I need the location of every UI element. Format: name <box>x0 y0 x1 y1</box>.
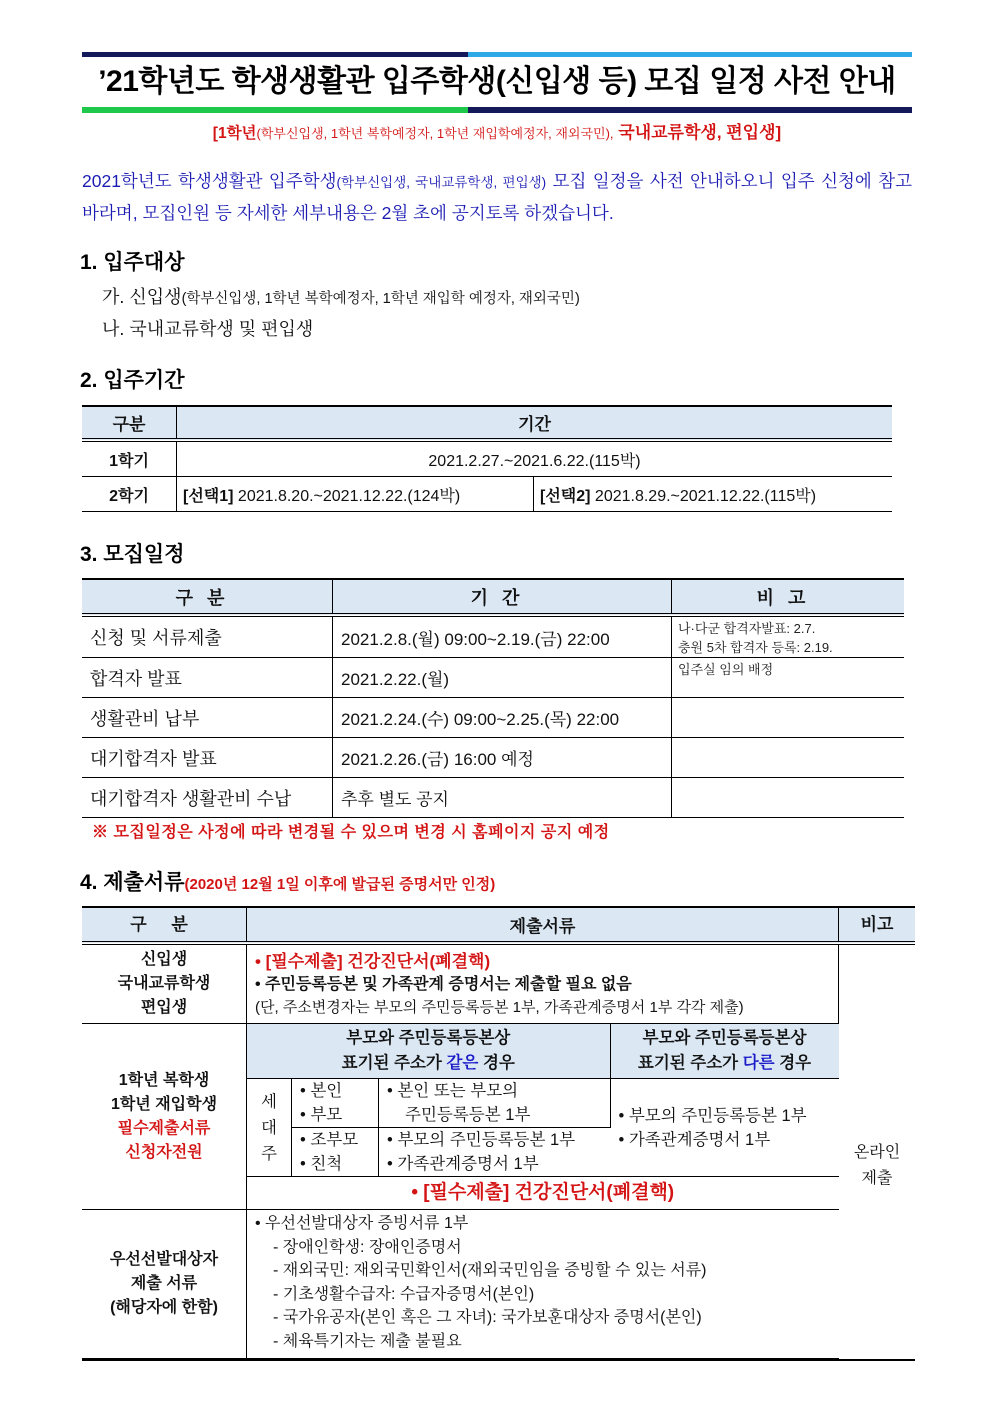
item-cell: 대기합격자 생활관비 수납 <box>82 778 333 818</box>
category-line: 제출 서류 <box>130 1274 198 1292</box>
what-line: • 부모의 주민등록등본 1부 <box>387 1131 576 1149</box>
header-line <box>247 1051 610 1076</box>
residence-period-table <box>82 405 892 512</box>
option2-cell <box>534 477 893 512</box>
item-cell: 신청 및 서류제출 <box>82 615 333 658</box>
header-line: 부모와 주민등록등본상 <box>642 1029 807 1047</box>
what-line: • 본인 또는 부모의 <box>387 1082 519 1100</box>
table-row <box>247 1079 839 1128</box>
period-cell: 2021.2.22.(월) <box>333 658 672 698</box>
item-detail: (학부신입생, 1학년 복학예정자, 1학년 재입학 예정자, 재외국민) <box>181 291 580 307</box>
item-cell: 대기합격자 발표 <box>82 738 333 778</box>
period-cell: 2021.2.24.(수) 09:00~2.25.(목) 22:00 <box>333 698 672 738</box>
option-label: [선택2] <box>540 487 591 505</box>
section1-item <box>102 315 313 341</box>
item-cell: 생활관비 납부 <box>82 698 333 738</box>
table-header-row <box>82 907 915 943</box>
documents-cell <box>247 943 839 1024</box>
subheader-row <box>247 1024 839 1079</box>
item-label: 가. 신입생 <box>102 287 182 307</box>
remark-line: 온라인 <box>853 1143 901 1161</box>
remark-line: 제출 <box>861 1169 893 1187</box>
docs-line: • 우선선발대상자 증빙서류 1부 <box>255 1215 469 1232</box>
table-header-row <box>82 579 904 615</box>
section4-heading <box>80 866 495 896</box>
documents-cell <box>247 1210 839 1359</box>
table-header-row <box>82 406 892 440</box>
category-line: 1학년 재입학생 <box>110 1095 218 1113</box>
intro-paragraph <box>82 166 912 229</box>
remark-line: 나·다군 합격자발표: 2.7. <box>678 621 816 636</box>
col-header: 구 분 <box>82 907 247 943</box>
remark-cell <box>839 943 916 1358</box>
subtitle-open: [1학년 <box>212 125 257 142</box>
item-cell: 합격자 발표 <box>82 658 333 698</box>
category-cell <box>82 1024 247 1210</box>
diff-line: • 부모의 주민등록등본 1부 <box>618 1106 807 1125</box>
col-header: 구분 <box>82 406 177 440</box>
category-line: 필수제출서류 <box>117 1119 211 1137</box>
period-cell: 2021.2.27.~2021.6.22.(115박) <box>177 440 893 477</box>
docs-subline: - 장애인학생: 장애인증명서 <box>273 1238 462 1256</box>
option1-cell <box>177 477 534 512</box>
intro-text: 2021학년도 학생생활관 입주학생 <box>82 171 337 191</box>
col-header: 구분 <box>82 579 333 615</box>
table-row <box>82 738 904 778</box>
who-cell <box>292 1079 379 1128</box>
schedule-change-warning: ※ 모집일정은 사정에 따라 변경될 수 있으며 변경 시 홈페이지 공지 예정 <box>92 824 610 841</box>
what-cell <box>379 1128 611 1177</box>
table-row <box>82 778 904 818</box>
table-bottom-rule <box>82 1358 915 1360</box>
heading-note: (2020년 12월 1일 이후에 발급된 증명서만 인정) <box>184 876 496 893</box>
item-label: 나. 국내교류학생 및 편입생 <box>102 319 314 339</box>
period-cell: 2021.2.26.(금) 16:00 예정 <box>333 738 672 778</box>
what-line: 주민등록등본 1부 <box>405 1106 531 1124</box>
what-cell <box>379 1079 611 1128</box>
table-row <box>247 1177 839 1210</box>
address-case-table <box>247 1024 839 1209</box>
period-cell: 2021.2.8.(월) 09:00~2.19.(금) 22:00 <box>333 615 672 658</box>
householder-cell <box>247 1079 292 1177</box>
category-line: 우선선발대상자 <box>109 1250 219 1268</box>
header-text: 경우 <box>774 1054 812 1072</box>
col-header: 비고 <box>672 579 905 615</box>
intro-text-small: (학부신입생, 국내교류학생, 편입생) <box>336 175 547 190</box>
title-top-rule <box>82 52 912 57</box>
table-row <box>82 658 904 698</box>
category-line: 국내교류학생 <box>117 975 211 992</box>
who-line: • 친척 <box>300 1155 343 1173</box>
docs-line: (단, 주소변경자는 부모의 주민등록등본 1부, 가족관계증명서 1부 각각 제출) <box>255 998 744 1016</box>
heading-text: 4. 제출서류 <box>80 871 185 894</box>
docs-subline: - 체육특기자는 제출 불필요 <box>273 1332 462 1350</box>
table-row <box>82 440 892 477</box>
header-text: 표기된 주소가 <box>637 1054 743 1072</box>
category-cell <box>82 943 247 1024</box>
remark-cell <box>672 778 905 818</box>
category-line: 편입생 <box>140 999 188 1016</box>
subtitle-rest: 국내교류학생, 편입생] <box>613 123 782 142</box>
category-line: 신입생 <box>140 951 188 968</box>
recruitment-schedule-table <box>82 578 904 818</box>
section3-heading: 3. 모집일정 <box>80 543 185 566</box>
same-address-header <box>247 1024 610 1079</box>
remark-line: 충원 5차 합격자 등록: 2.19. <box>678 640 833 655</box>
section2-heading: 2. 입주기간 <box>80 369 185 392</box>
table-row <box>82 698 904 738</box>
option-label: [선택1] <box>183 487 234 505</box>
table-row <box>82 477 892 512</box>
diff-emphasis: 다른 <box>742 1054 775 1072</box>
intro-text-rest: 모집 일정을 사전 안내하오니 입주 신청에 참고 바라며, 모집인원 등 자세한 세부내용은 2월 초에 공지토록 하겠습니다. <box>82 171 912 223</box>
vert-char: 세 <box>261 1092 277 1111</box>
section1-item <box>102 283 580 309</box>
who-line: • 본인 <box>300 1082 343 1100</box>
docs-line: • 주민등록등본 및 가족관계 증명서는 제출할 필요 없음 <box>255 975 632 993</box>
vert-char: 주 <box>261 1144 277 1163</box>
col-header: 비고 <box>839 907 916 943</box>
category-line: 신청자전원 <box>125 1143 203 1161</box>
col-header: 기간 <box>177 406 893 440</box>
remark-cell: 입주실 임의 배정 <box>672 658 905 698</box>
header-line: 부모와 주민등록등본상 <box>346 1029 511 1047</box>
vert-char: 대 <box>261 1118 277 1137</box>
table-row <box>82 943 915 1024</box>
target-subtitle <box>82 120 912 147</box>
docs-subline: - 국가유공자(본인 혹은 그 자녀): 국가보훈대상자 증명서(본인) <box>273 1309 702 1327</box>
who-cell <box>292 1128 379 1177</box>
remark-cell <box>672 738 905 778</box>
page-title: ’21학년도 학생생활관 입주학생(신입생 등) 모집 일정 사전 안내 <box>98 65 896 98</box>
required-health-cert: • [필수제출] 건강진단서(폐결핵) <box>255 951 491 971</box>
what-line: • 가족관계증명서 1부 <box>387 1155 539 1173</box>
col-header: 기간 <box>333 579 672 615</box>
table-row <box>82 1210 915 1359</box>
docs-subline: - 재외국민: 재외국민확인서(재외국민임을 증빙할 수 있는 서류) <box>273 1262 707 1280</box>
category-line: (해당자에 한함) <box>110 1298 218 1316</box>
option-period: 2021.8.20.~2021.12.22.(124박) <box>233 487 461 505</box>
term-cell: 1학기 <box>82 440 177 477</box>
header-text: 표기된 주소가 <box>341 1054 447 1072</box>
title-bottom-rule <box>82 107 912 113</box>
section1-heading: 1. 입주대상 <box>80 251 185 274</box>
required-documents-table <box>82 906 915 1361</box>
who-line: • 조부모 <box>300 1131 359 1149</box>
diff-line: • 가족관계증명서 1부 <box>618 1130 771 1149</box>
table-row <box>82 1024 915 1210</box>
subtitle-detail: (학부신입생, 1학년 복학예정자, 1학년 재입학예정자, 재외국민), <box>256 126 614 141</box>
term-cell: 2학기 <box>82 477 177 512</box>
same-emphasis: 같은 <box>446 1054 479 1072</box>
period-cell: 추후 별도 공지 <box>333 778 672 818</box>
header-text: 경우 <box>478 1054 515 1072</box>
remark-cell <box>672 615 905 658</box>
diff-address-header <box>610 1024 839 1079</box>
col-header: 제출서류 <box>247 907 839 943</box>
required-health-cert: • [필수제출] 건강진단서(폐결핵) <box>247 1177 839 1210</box>
docs-subline: - 기초생활수급자: 수급자증명서(본인) <box>273 1285 535 1303</box>
who-line: • 부모 <box>300 1106 343 1124</box>
category-line: 1학년 복학생 <box>118 1071 210 1089</box>
option-period: 2021.8.29.~2021.12.22.(115박) <box>590 487 817 505</box>
documents-cell <box>247 1024 839 1210</box>
table-row <box>82 615 904 658</box>
remark-cell <box>672 698 905 738</box>
header-line <box>611 1051 839 1076</box>
diff-docs-cell <box>610 1079 839 1177</box>
category-cell <box>82 1210 247 1359</box>
